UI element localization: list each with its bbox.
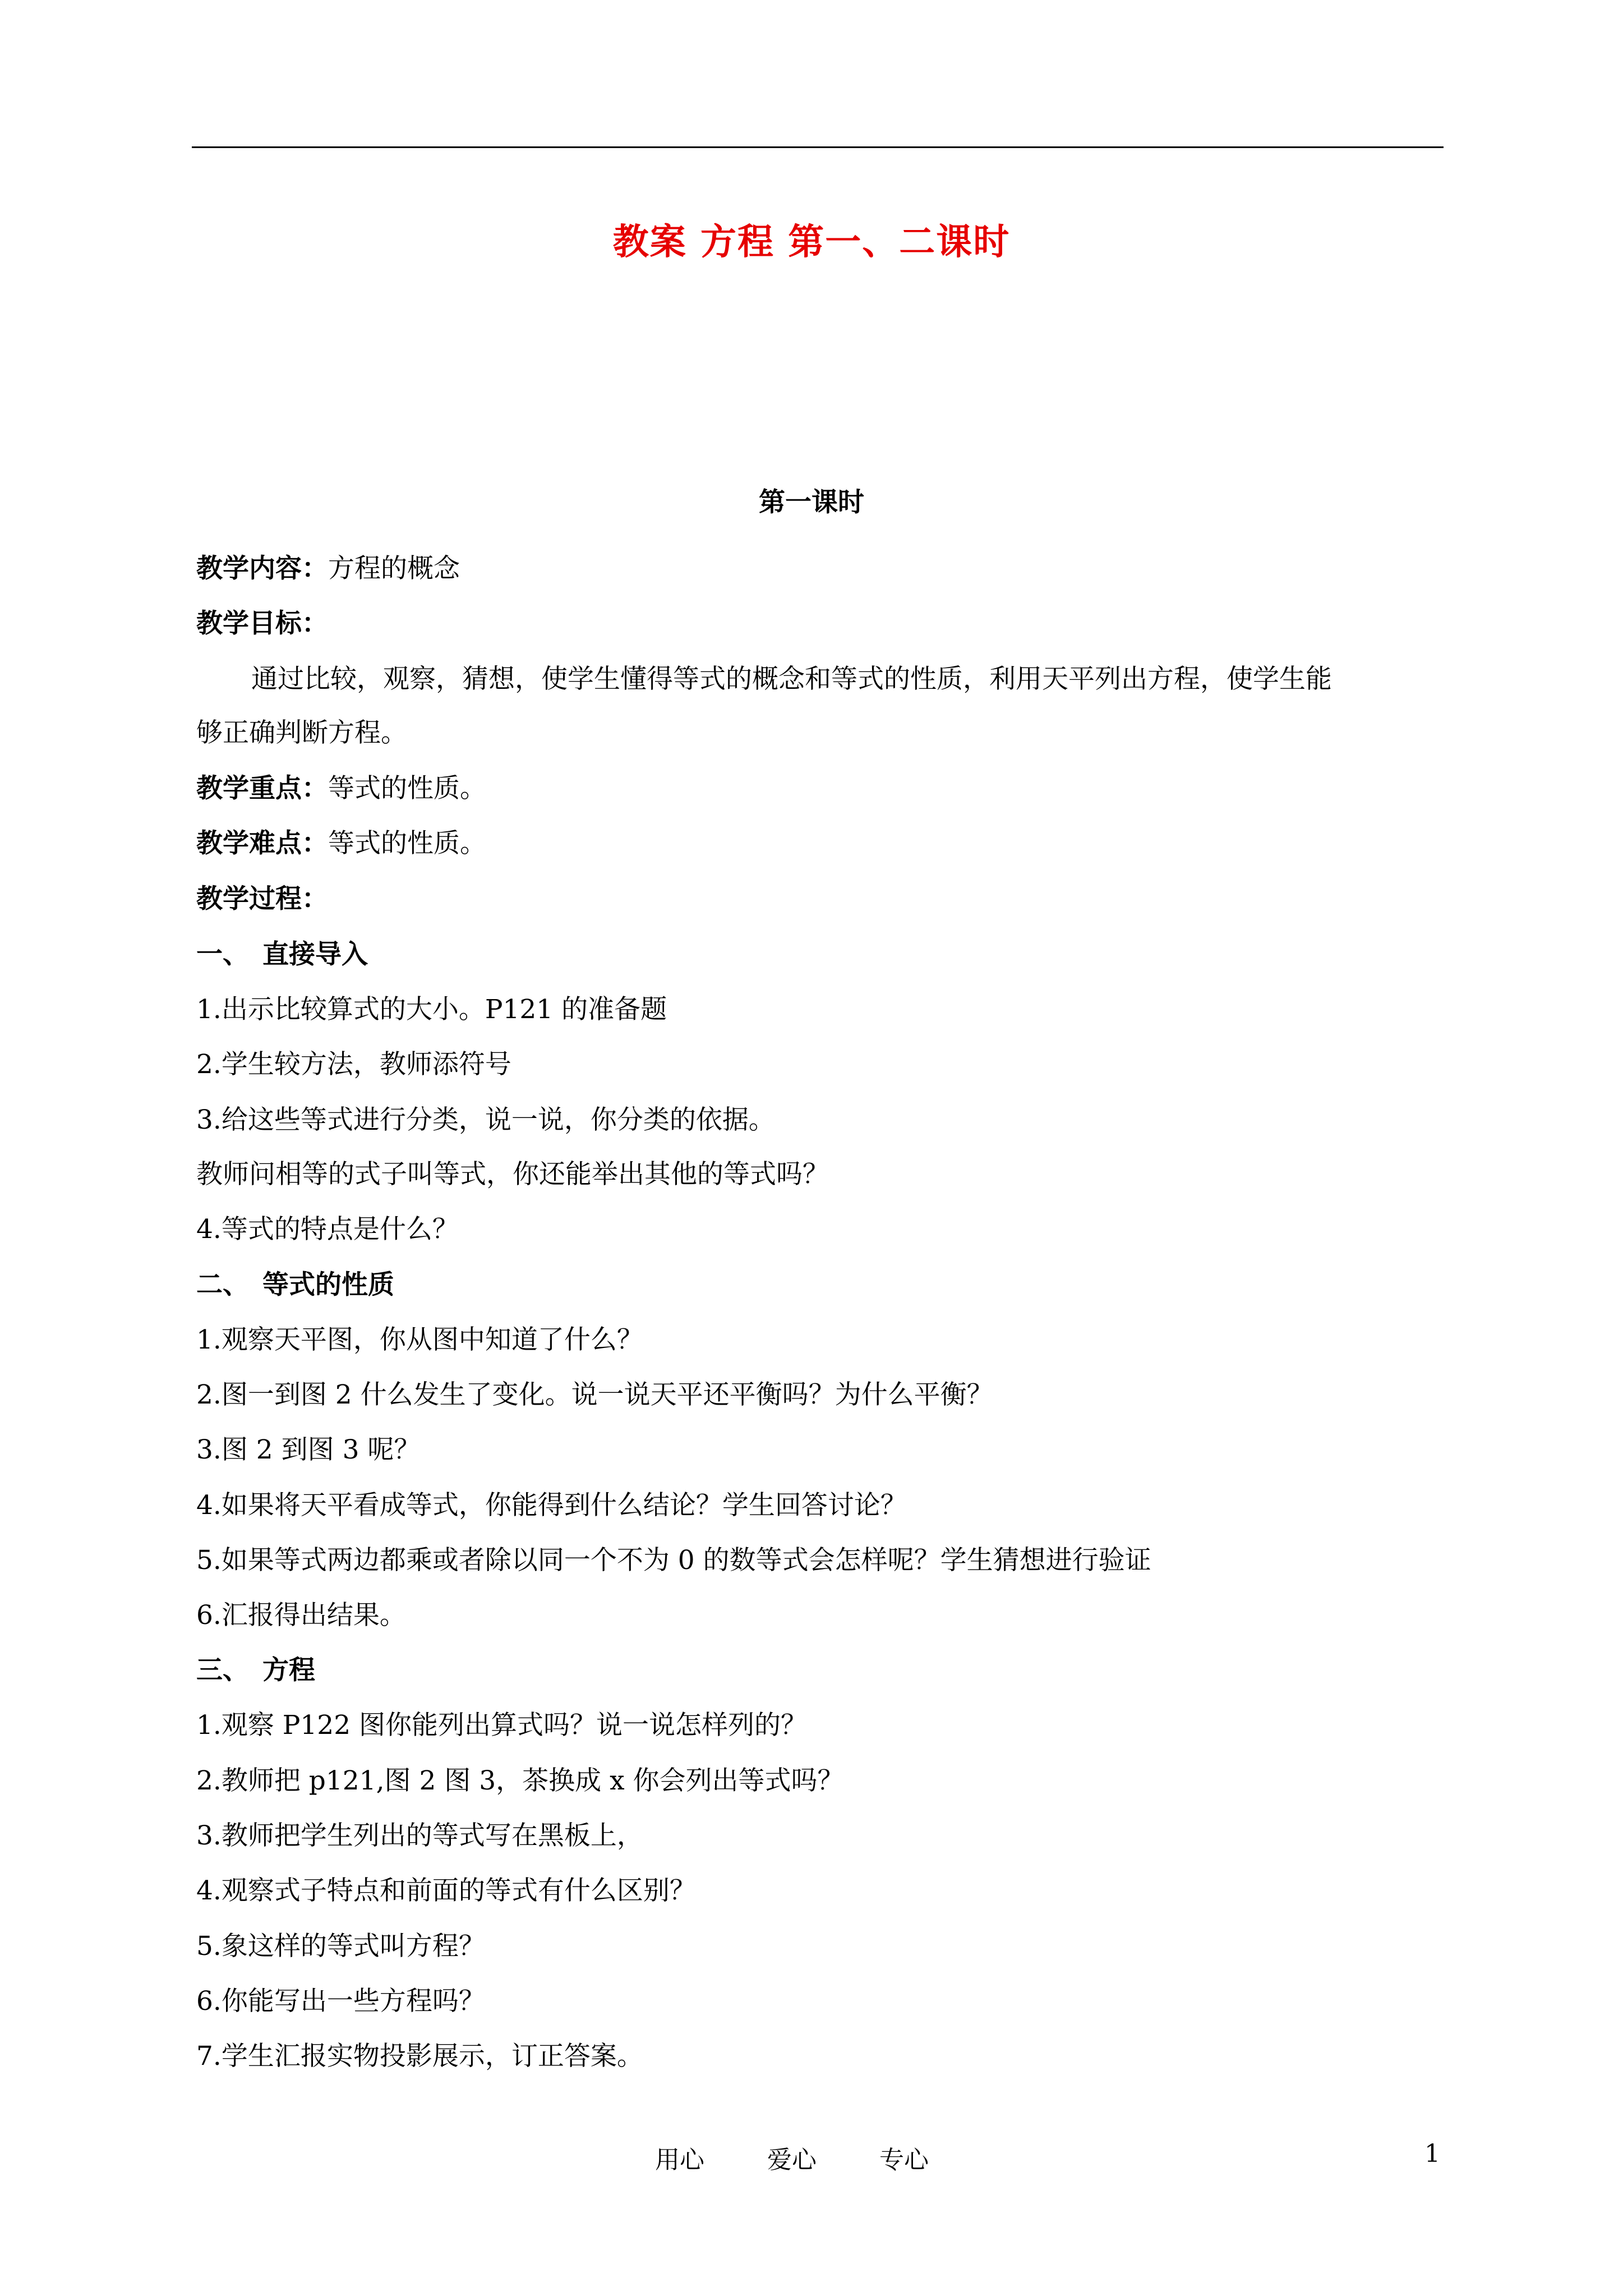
teaching-key-line — [196, 772, 486, 806]
teaching-difficulty-line — [196, 827, 486, 861]
footer-motto-2: 爱心 — [767, 2146, 817, 2174]
teaching-content-line — [196, 552, 460, 586]
page-number: 1 — [1424, 2139, 1440, 2168]
list-item: 5.如果等式两边都乘或者除以同一个不为 0 的数等式会怎样呢？学生猜想进行验证 — [196, 1545, 1151, 1576]
part-number: 一、 — [196, 939, 249, 970]
list-item: 2.教师把 p121,图 2 图 3，茶换成 x 你会列出等式吗？ — [196, 1765, 844, 1796]
teaching-goal-line-2: 够正确判断方程。 — [196, 717, 407, 748]
section-heading: 第一课时 — [759, 487, 864, 518]
part-number: 二、 — [196, 1269, 249, 1300]
teaching-goal-label: 教学目标： — [196, 608, 328, 639]
list-item: 1.观察 P122 图你能列出算式吗？说一说怎样列的？ — [196, 1710, 808, 1741]
teaching-key-value: 等式的性质。 — [328, 773, 486, 804]
list-item: 2.学生较方法，教师添符号 — [196, 1049, 511, 1080]
part-title: 等式的性质 — [262, 1269, 394, 1300]
list-item: 教师问相等的式子叫等式，你还能举出其他的等式吗？ — [196, 1159, 829, 1190]
teaching-content-label: 教学内容： — [196, 553, 328, 584]
list-item: 2.图一到图 2 什么发生了变化。说一说天平还平衡吗？为什么平衡？ — [196, 1379, 993, 1410]
part-title: 方程 — [262, 1655, 315, 1686]
footer-motto-3: 专心 — [879, 2146, 929, 2174]
list-item: 3.给这些等式进行分类，说一说，你分类的依据。 — [196, 1105, 775, 1135]
part-title: 直接导入 — [262, 939, 368, 970]
list-item: 4.观察式子特点和前面的等式有什么区别？ — [196, 1875, 696, 1906]
part-heading-2 — [196, 1268, 394, 1302]
part-heading-3 — [196, 1654, 315, 1687]
teaching-process-label: 教学过程： — [196, 884, 328, 914]
teaching-content-value: 方程的概念 — [328, 553, 460, 584]
document-title: 教案 方程 第一、二课时 — [612, 221, 1011, 263]
teaching-key-label: 教学重点： — [196, 773, 328, 804]
list-item: 4.等式的特点是什么？ — [196, 1214, 459, 1245]
part-number: 三、 — [196, 1655, 249, 1686]
teaching-goal-line-1: 通过比较，观察，猜想，使学生懂得等式的概念和等式的性质，利用天平列出方程，使学生能 — [251, 664, 1332, 694]
list-item: 3.教师把学生列出的等式写在黑板上， — [196, 1820, 643, 1851]
list-item: 3.图 2 到图 3 呢？ — [196, 1434, 421, 1465]
footer-motto-1: 用心 — [655, 2146, 704, 2174]
teaching-difficulty-label: 教学难点： — [196, 828, 328, 859]
header-rule — [192, 146, 1444, 148]
teaching-difficulty-value: 等式的性质。 — [328, 828, 486, 859]
list-item: 4.如果将天平看成等式，你能得到什么结论？学生回答讨论？ — [196, 1490, 907, 1521]
list-item: 6.你能写出一些方程吗？ — [196, 1986, 485, 2017]
list-item: 6.汇报得出结果。 — [196, 1600, 406, 1631]
list-item: 1.观察天平图，你从图中知道了什么？ — [196, 1324, 643, 1355]
list-item: 1.出示比较算式的大小。P121 的准备题 — [196, 994, 667, 1025]
part-heading-1 — [196, 938, 368, 972]
list-item: 7.学生汇报实物投影展示，订正答案。 — [196, 2041, 643, 2072]
list-item: 5.象这样的等式叫方程？ — [196, 1931, 485, 1962]
